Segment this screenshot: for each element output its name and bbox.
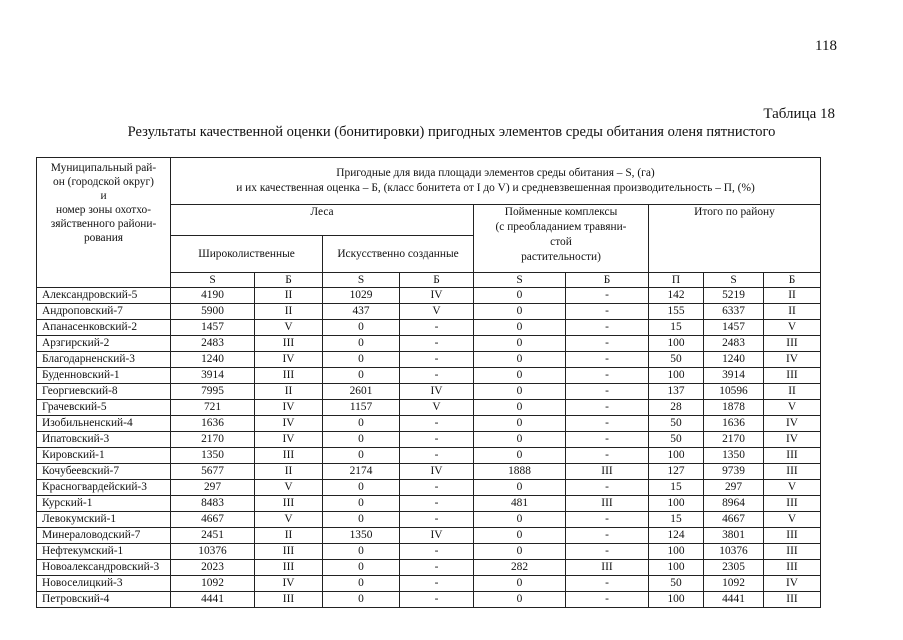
value-cell: 4441 — [704, 592, 764, 608]
table-row — [37, 576, 821, 592]
value-cell: 0 — [474, 480, 566, 496]
value-cell: 8964 — [704, 496, 764, 512]
district-name-cell: Кировский-1 — [37, 448, 171, 464]
value-cell: 0 — [474, 432, 566, 448]
value-cell: 127 — [649, 464, 704, 480]
district-name-cell: Грачевский-5 — [37, 400, 171, 416]
value-cell: 0 — [323, 544, 400, 560]
value-cell: - — [566, 544, 649, 560]
table-row — [37, 400, 821, 416]
value-cell: 297 — [171, 480, 255, 496]
value-cell: IV — [400, 464, 474, 480]
value-cell: IV — [764, 416, 821, 432]
value-cell: 1457 — [704, 320, 764, 336]
value-cell: - — [566, 304, 649, 320]
value-cell: 0 — [474, 400, 566, 416]
value-cell: 721 — [171, 400, 255, 416]
value-cell: 2170 — [171, 432, 255, 448]
municipality-header-line: рования — [83, 232, 124, 244]
value-cell: 50 — [649, 432, 704, 448]
value-cell: IV — [400, 384, 474, 400]
district-name-cell: Изобильненский-4 — [37, 416, 171, 432]
table-row — [37, 480, 821, 496]
table-row — [37, 544, 821, 560]
value-cell: 4667 — [171, 512, 255, 528]
forests-header: Леса — [171, 205, 474, 236]
habitat-assessment-table — [36, 157, 821, 608]
col-s-header: S — [323, 273, 400, 288]
value-cell: V — [255, 480, 323, 496]
value-cell: 10376 — [171, 544, 255, 560]
value-cell: 155 — [649, 304, 704, 320]
municipality-header — [37, 158, 171, 288]
value-cell: 28 — [649, 400, 704, 416]
value-cell: 1240 — [704, 352, 764, 368]
value-cell: IV — [255, 400, 323, 416]
value-cell: 100 — [649, 496, 704, 512]
value-cell: 1157 — [323, 400, 400, 416]
value-cell: 2601 — [323, 384, 400, 400]
col-p-header: П — [649, 273, 704, 288]
value-cell: 0 — [323, 352, 400, 368]
value-cell: 2023 — [171, 560, 255, 576]
col-b-header: Б — [764, 273, 821, 288]
suitable-areas-header — [171, 158, 821, 205]
value-cell: - — [400, 592, 474, 608]
value-cell: 5677 — [171, 464, 255, 480]
value-cell: 0 — [323, 336, 400, 352]
value-cell: - — [400, 352, 474, 368]
value-cell: - — [566, 432, 649, 448]
value-cell: V — [764, 400, 821, 416]
table-row — [37, 368, 821, 384]
table-row — [37, 464, 821, 480]
value-cell: 0 — [474, 448, 566, 464]
municipality-header-line: Муниципальный рай- — [50, 162, 157, 174]
value-cell: III — [764, 560, 821, 576]
municipality-header-line: и — [100, 190, 107, 202]
value-cell: 0 — [474, 288, 566, 304]
value-cell: 50 — [649, 352, 704, 368]
value-cell: - — [400, 320, 474, 336]
district-name-cell: Андроповский-7 — [37, 304, 171, 320]
value-cell: 0 — [474, 528, 566, 544]
district-name-cell: Александровский-5 — [37, 288, 171, 304]
value-cell: 100 — [649, 336, 704, 352]
value-cell: IV — [764, 432, 821, 448]
value-cell: 1888 — [474, 464, 566, 480]
district-total-header: Итого по району — [649, 205, 821, 273]
district-name-cell: Арзгирский-2 — [37, 336, 171, 352]
value-cell: - — [400, 480, 474, 496]
value-cell: 9739 — [704, 464, 764, 480]
value-cell: 10596 — [704, 384, 764, 400]
value-cell: 1636 — [704, 416, 764, 432]
value-cell: 3914 — [704, 368, 764, 384]
district-name-cell: Новоселицкий-3 — [37, 576, 171, 592]
page-number: 118 — [815, 38, 837, 54]
district-name-cell: Георгиевский-8 — [37, 384, 171, 400]
value-cell: 0 — [474, 592, 566, 608]
value-cell: - — [400, 368, 474, 384]
value-cell: 0 — [323, 416, 400, 432]
table-row — [37, 432, 821, 448]
table-label: Таблица 18 — [763, 106, 835, 122]
value-cell: 0 — [474, 304, 566, 320]
value-cell: III — [255, 448, 323, 464]
value-cell: - — [566, 384, 649, 400]
value-cell: III — [764, 336, 821, 352]
value-cell: 2170 — [704, 432, 764, 448]
value-cell: 282 — [474, 560, 566, 576]
value-cell: - — [566, 368, 649, 384]
value-cell: 1092 — [704, 576, 764, 592]
table-row — [37, 336, 821, 352]
value-cell: - — [566, 528, 649, 544]
value-cell: III — [255, 368, 323, 384]
value-cell: 0 — [474, 544, 566, 560]
value-cell: III — [566, 560, 649, 576]
table-title: Результаты качественной оценки (бонитировки) пригодных элементов среды обитания оленя пятнистого — [127, 124, 776, 140]
value-cell: 0 — [474, 416, 566, 432]
value-cell: 1636 — [171, 416, 255, 432]
value-cell: 100 — [649, 448, 704, 464]
value-cell: V — [255, 512, 323, 528]
district-name-cell: Минераловодский-7 — [37, 528, 171, 544]
value-cell: 4441 — [171, 592, 255, 608]
value-cell: - — [400, 496, 474, 512]
value-cell: 0 — [323, 592, 400, 608]
value-cell: - — [566, 336, 649, 352]
table-row — [37, 416, 821, 432]
value-cell: II — [764, 288, 821, 304]
district-name-cell: Буденновский-1 — [37, 368, 171, 384]
value-cell: III — [764, 448, 821, 464]
floodplain-header-line: (с преобладанием травяни- — [495, 221, 627, 233]
value-cell: II — [764, 304, 821, 320]
value-cell: III — [764, 544, 821, 560]
value-cell: V — [764, 320, 821, 336]
value-cell: 0 — [474, 352, 566, 368]
value-cell: III — [255, 592, 323, 608]
value-cell: V — [255, 320, 323, 336]
value-cell: - — [400, 576, 474, 592]
district-name-cell: Благодарненский-3 — [37, 352, 171, 368]
value-cell: 0 — [323, 560, 400, 576]
table-row — [37, 560, 821, 576]
col-b-header: Б — [400, 273, 474, 288]
table-row — [37, 288, 821, 304]
value-cell: 137 — [649, 384, 704, 400]
value-cell: IV — [255, 416, 323, 432]
value-cell: - — [566, 352, 649, 368]
table-row — [37, 320, 821, 336]
value-cell: 4190 — [171, 288, 255, 304]
value-cell: 1878 — [704, 400, 764, 416]
value-cell: - — [566, 288, 649, 304]
value-cell: - — [566, 448, 649, 464]
value-cell: II — [255, 288, 323, 304]
district-name-cell: Красногвардейский-3 — [37, 480, 171, 496]
value-cell: 0 — [474, 336, 566, 352]
table-row — [37, 448, 821, 464]
value-cell: - — [400, 448, 474, 464]
floodplain-header-line: Пойменные комплексы — [504, 206, 618, 218]
value-cell: 1350 — [704, 448, 764, 464]
value-cell: 2305 — [704, 560, 764, 576]
value-cell: 0 — [323, 480, 400, 496]
value-cell: 8483 — [171, 496, 255, 512]
value-cell: II — [764, 384, 821, 400]
value-cell: - — [566, 480, 649, 496]
value-cell: IV — [255, 576, 323, 592]
value-cell: - — [566, 400, 649, 416]
value-cell: II — [255, 384, 323, 400]
value-cell: - — [400, 544, 474, 560]
value-cell: III — [764, 592, 821, 608]
value-cell: - — [566, 416, 649, 432]
value-cell: - — [566, 592, 649, 608]
value-cell: - — [566, 320, 649, 336]
value-cell: 100 — [649, 560, 704, 576]
value-cell: 15 — [649, 512, 704, 528]
broadleaf-header: Широколиственные — [171, 236, 323, 273]
floodplain-header-line: растительности) — [521, 251, 601, 263]
value-cell: 0 — [474, 576, 566, 592]
artificial-forest-header: Искусственно созданные — [323, 236, 474, 273]
value-cell: 4667 — [704, 512, 764, 528]
value-cell: - — [400, 416, 474, 432]
value-cell: 2483 — [704, 336, 764, 352]
value-cell: 2174 — [323, 464, 400, 480]
table-row — [37, 512, 821, 528]
suitable-areas-header-line: и их качественная оценка – Б, (класс бонитета от I до V) и средневзвешенная производительность – П, (%) — [236, 182, 755, 194]
floodplain-header-line: стой — [550, 236, 572, 248]
value-cell: 0 — [474, 368, 566, 384]
value-cell: III — [764, 528, 821, 544]
value-cell: 15 — [649, 320, 704, 336]
table-body — [37, 288, 821, 608]
value-cell: 481 — [474, 496, 566, 512]
value-cell: - — [400, 560, 474, 576]
municipality-header-line: он (городской округ) — [53, 176, 154, 188]
value-cell: 5219 — [704, 288, 764, 304]
value-cell: - — [566, 512, 649, 528]
value-cell: 1350 — [171, 448, 255, 464]
value-cell: 7995 — [171, 384, 255, 400]
value-cell: 2451 — [171, 528, 255, 544]
value-cell: 0 — [323, 512, 400, 528]
district-name-cell: Кочубеевский-7 — [37, 464, 171, 480]
value-cell: II — [255, 304, 323, 320]
value-cell: - — [400, 336, 474, 352]
table-row — [37, 528, 821, 544]
value-cell: IV — [255, 432, 323, 448]
value-cell: III — [566, 464, 649, 480]
value-cell: 0 — [323, 432, 400, 448]
table-row — [37, 352, 821, 368]
municipality-header-line: номер зоны охотхо- — [55, 204, 152, 216]
value-cell: 124 — [649, 528, 704, 544]
value-cell: 0 — [474, 320, 566, 336]
value-cell: 50 — [649, 416, 704, 432]
value-cell: V — [400, 400, 474, 416]
value-cell: 50 — [649, 576, 704, 592]
floodplain-header — [474, 205, 649, 273]
value-cell: 0 — [323, 496, 400, 512]
district-name-cell: Левокумский-1 — [37, 512, 171, 528]
value-cell: 0 — [474, 384, 566, 400]
value-cell: IV — [400, 528, 474, 544]
suitable-areas-header-line: Пригодные для вида площади элементов среды обитания – S, (га) — [336, 167, 655, 179]
value-cell: 142 — [649, 288, 704, 304]
district-name-cell: Курский-1 — [37, 496, 171, 512]
value-cell: 2483 — [171, 336, 255, 352]
value-cell: 10376 — [704, 544, 764, 560]
col-s-header: S — [704, 273, 764, 288]
value-cell: III — [255, 496, 323, 512]
col-b-header: Б — [255, 273, 323, 288]
col-s-header: S — [474, 273, 566, 288]
value-cell: V — [400, 304, 474, 320]
value-cell: III — [764, 464, 821, 480]
value-cell: 100 — [649, 368, 704, 384]
value-cell: 0 — [474, 512, 566, 528]
value-cell: V — [764, 480, 821, 496]
value-cell: 5900 — [171, 304, 255, 320]
value-cell: 297 — [704, 480, 764, 496]
value-cell: 0 — [323, 576, 400, 592]
value-cell: IV — [400, 288, 474, 304]
district-name-cell: Петровский-4 — [37, 592, 171, 608]
value-cell: III — [255, 560, 323, 576]
value-cell: III — [566, 496, 649, 512]
table-row — [37, 384, 821, 400]
value-cell: 1457 — [171, 320, 255, 336]
value-cell: 1240 — [171, 352, 255, 368]
value-cell: 0 — [323, 320, 400, 336]
value-cell: - — [400, 512, 474, 528]
value-cell: IV — [255, 352, 323, 368]
value-cell: III — [764, 368, 821, 384]
value-cell: II — [255, 528, 323, 544]
value-cell: 6337 — [704, 304, 764, 320]
table-row — [37, 496, 821, 512]
value-cell: 100 — [649, 592, 704, 608]
value-cell: 0 — [323, 448, 400, 464]
district-name-cell: Новоалександровский-3 — [37, 560, 171, 576]
value-cell: 15 — [649, 480, 704, 496]
value-cell: 3801 — [704, 528, 764, 544]
value-cell: III — [255, 544, 323, 560]
value-cell: III — [764, 496, 821, 512]
value-cell: 3914 — [171, 368, 255, 384]
municipality-header-line: зяйственного райони- — [50, 218, 157, 230]
value-cell: 1029 — [323, 288, 400, 304]
table-row — [37, 592, 821, 608]
value-cell: 1092 — [171, 576, 255, 592]
value-cell: II — [255, 464, 323, 480]
district-name-cell: Ипатовский-3 — [37, 432, 171, 448]
value-cell: 1350 — [323, 528, 400, 544]
value-cell: IV — [764, 576, 821, 592]
col-b-header: Б — [566, 273, 649, 288]
value-cell: 100 — [649, 544, 704, 560]
value-cell: 437 — [323, 304, 400, 320]
value-cell: III — [255, 336, 323, 352]
value-cell: V — [764, 512, 821, 528]
value-cell: IV — [764, 352, 821, 368]
district-name-cell: Апанасенковский-2 — [37, 320, 171, 336]
district-name-cell: Нефтекумский-1 — [37, 544, 171, 560]
value-cell: - — [566, 576, 649, 592]
col-s-header: S — [171, 273, 255, 288]
value-cell: 0 — [323, 368, 400, 384]
value-cell: - — [400, 432, 474, 448]
table-row — [37, 304, 821, 320]
